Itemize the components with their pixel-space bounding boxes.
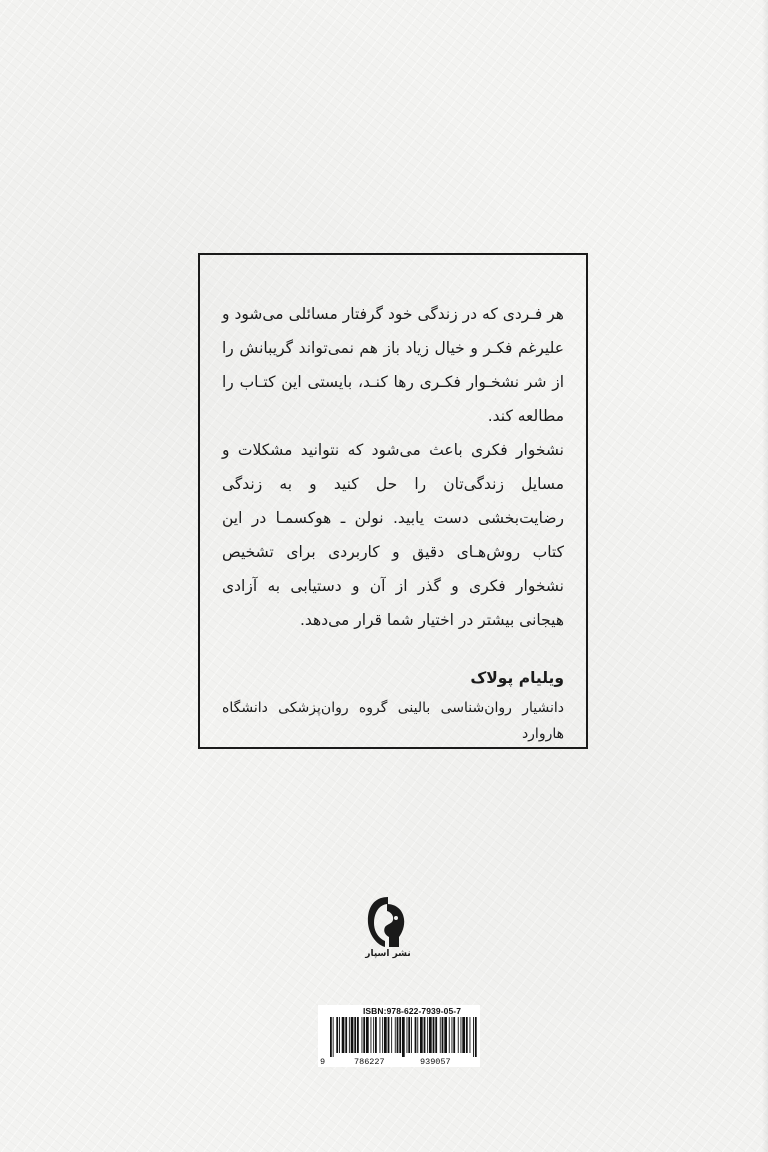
barcode-bar [442, 1017, 444, 1053]
barcode-bar [424, 1017, 426, 1053]
barcode-bar [375, 1017, 377, 1053]
barcode-bar [397, 1017, 399, 1053]
isbn-text: ISBN:978-622-7939-05-7 [362, 1006, 462, 1016]
barcode-bar [466, 1017, 468, 1053]
barcode-bar [354, 1017, 356, 1053]
barcode-bar [339, 1017, 340, 1053]
barcode-bar [382, 1017, 383, 1053]
barcode-bar [461, 1017, 462, 1053]
barcode-bar [357, 1017, 359, 1053]
barcode-digit-group-2: 939057 [420, 1057, 451, 1067]
barcode-bar [402, 1017, 405, 1057]
barcode-bar [345, 1017, 347, 1053]
barcode-bars [318, 1017, 480, 1057]
barcode-bar [399, 1017, 401, 1053]
barcode-bar [415, 1017, 417, 1053]
barcode-bar [330, 1017, 332, 1057]
barcode-bar [411, 1017, 412, 1053]
barcode-bar [433, 1017, 435, 1053]
barcode-bar [429, 1017, 432, 1053]
description-paragraph-2: نشخوار فکری باعث می‌شود که نتوانید مشکلات و مسایل زندگی‌تان را حل کنید و به زندگی رضایت‌بخشی دست یابید. نولن ـ هوکسمـا در این کتاب روش‌هـای دقیق و کاربردی برای تشخیص نشخوار فکری و گذر از آن و دستیابی به آزادی هیجانی بیشتر در اختیار شما قرار می‌دهد. [222, 441, 564, 629]
barcode-bar [366, 1017, 369, 1053]
barcode-bar [420, 1017, 423, 1053]
publisher-logo [363, 893, 413, 963]
barcode-bar [391, 1017, 392, 1053]
barcode-bar [449, 1017, 450, 1053]
barcode-bar [333, 1017, 334, 1057]
barcode-bar [384, 1017, 387, 1053]
publisher-name: نشر اسپار [365, 949, 411, 959]
barcode-bar [458, 1017, 459, 1053]
barcode-bar [435, 1017, 437, 1053]
barcode-bar [371, 1017, 372, 1053]
barcode-bar [452, 1017, 453, 1053]
endorsement-author-title: دانشیار روان‌شناسی بالینی گروه روان‌پزشکی دانشگاه هاروارد [222, 700, 564, 742]
description-paragraph-1: هر فـردی که در زندگی خود گرفتار مسائلی می‌شود و علیرغم فکـر و خیال زیاد باز هم نمی‌تواند گریبانش را از شر نشخـوار فکـری رها کنـد، بایستی این کتـاب را مطالعه کند. [222, 305, 564, 425]
barcode-bar [427, 1017, 428, 1053]
barcode-bar [388, 1017, 390, 1053]
barcode-bar [462, 1017, 465, 1053]
barcode-bar [362, 1017, 363, 1053]
barcode-digit-first: 9 [320, 1057, 326, 1067]
barcode-bar [417, 1017, 418, 1053]
endorsement-author: ویلیام پولاک [470, 669, 564, 687]
barcode-bar [395, 1017, 396, 1053]
barcode [318, 1005, 480, 1067]
barcode-bar [470, 1017, 471, 1053]
description-box [198, 253, 588, 749]
barcode-bar [407, 1017, 408, 1053]
barcode-bar [349, 1017, 350, 1053]
barcode-bar [336, 1017, 338, 1053]
barcode-bar [473, 1017, 474, 1057]
barcode-digit-group-1: 786227 [354, 1057, 385, 1067]
barcode-bar [380, 1017, 381, 1053]
barcode-bar [342, 1017, 345, 1053]
page-edge-shadow [762, 0, 768, 1152]
barcode-bar [373, 1017, 374, 1053]
barcode-bar [408, 1017, 410, 1053]
barcode-bar [440, 1017, 441, 1053]
barcode-bar [351, 1017, 354, 1053]
barcode-bar [475, 1017, 477, 1057]
barcode-bar [444, 1017, 447, 1053]
barcode-bar [453, 1017, 455, 1053]
barcode-bar [363, 1017, 365, 1053]
